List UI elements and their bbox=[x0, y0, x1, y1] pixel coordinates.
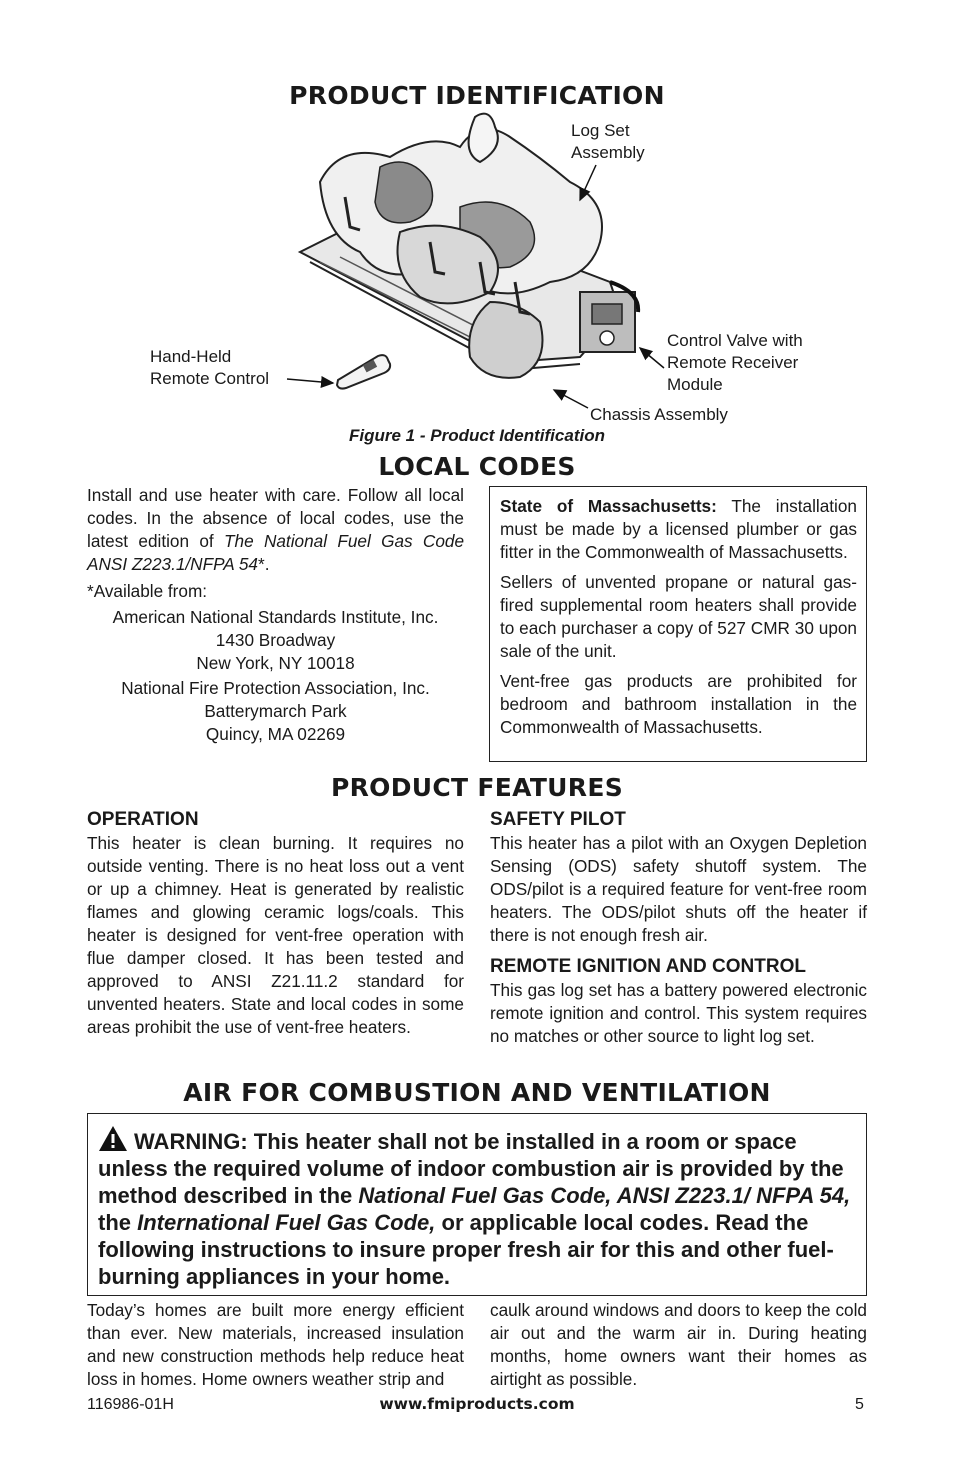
air-text-col1: Today’s homes are built more energy efficient than ever. New materials, increased insulation and new construction methods help reduce heat loss in homes. Home owners weather strip and bbox=[87, 1300, 464, 1389]
local-codes-intro: Install and use heater with care. Follow all local codes. In the absence of local codes, use the latest edition of The National Fuel Gas Code ANSI Z223.1/NFPA 54*. bbox=[87, 485, 464, 574]
massachusetts-notice-box bbox=[489, 486, 867, 762]
figure-leader-lines bbox=[0, 0, 954, 440]
operation-text: This heater is clean burning. It requires no outside venting. There is no heat loss out a vent or up a chimney. Heat is generated by realistic flames and glowing ceramic logs/coals. This heater is designed for vent-free operation with flue damper closed. It has been tested and approved to ANSI Z21.11.2 standard for unvented heaters. State and local codes in some areas prohibit the use of vent-free heaters. bbox=[87, 833, 464, 1037]
hand-held-label: Hand-Held Remote Control bbox=[150, 347, 270, 388]
local-codes-title: LOCAL CODES bbox=[378, 452, 576, 481]
warning-text: WARNING: This heater shall not be installed in a room or space unless the required volume of indoor combustion air is provided by the method described in the National Fuel Gas Code, ANSI Z223.1/ NFPA 54, the International Fuel Gas Code, or applicable local codes. Read the following instructions to insure proper fresh air for this and other fuel-burning appliances in your home. bbox=[98, 1125, 856, 1290]
website-link[interactable]: www.fmiproducts.com bbox=[379, 1395, 575, 1413]
product-features-title: PRODUCT FEATURES bbox=[330, 773, 624, 802]
operation-section bbox=[87, 808, 464, 1039]
warning-triangle-icon bbox=[98, 1125, 128, 1152]
control-valve-label: Control Valve with Remote Receiver Module bbox=[667, 331, 803, 394]
safety-pilot-heading: SAFETY PILOT bbox=[490, 809, 626, 830]
safety-pilot-section bbox=[490, 808, 867, 1048]
chassis-label: Chassis Assembly bbox=[590, 405, 728, 424]
ansi-address: American National Standards Institute, Inc. 1430 Broadway New York, NY 10018 bbox=[112, 607, 439, 673]
available-from: *Available from: bbox=[87, 581, 208, 601]
figure-caption: Figure 1 - Product Identification bbox=[349, 426, 605, 445]
remote-heading: REMOTE IGNITION AND CONTROL bbox=[490, 956, 806, 977]
air-text-col2: caulk around windows and doors to keep the cold air out and the warm air in. During heating months, home owners want their homes as airtight as possible. bbox=[490, 1300, 867, 1389]
page-number: 5 bbox=[855, 1396, 864, 1413]
operation-heading: OPERATION bbox=[87, 809, 199, 830]
log-set-label: Log Set Assembly bbox=[571, 121, 645, 162]
product-identification-title: PRODUCT IDENTIFICATION bbox=[289, 81, 665, 110]
remote-text: This gas log set has a battery powered electronic remote ignition and control. This system requires no matches or other source to light log set. bbox=[490, 980, 867, 1046]
air-combustion-title: AIR FOR COMBUSTION AND VENTILATION bbox=[183, 1078, 771, 1107]
doc-number: 116986-01H bbox=[87, 1396, 174, 1413]
nfpa-address: National Fire Protection Association, Inc. Batterymarch Park Quincy, MA 02269 bbox=[121, 678, 430, 744]
safety-pilot-text: This heater has a pilot with an Oxygen Depletion Sensing (ODS) safety shutoff system. The ODS/pilot is a required feature for vent-free room heaters. The ODS/pilot shuts off the heater if there is not enough fresh air. bbox=[490, 833, 867, 945]
massachusetts-p3: Vent-free gas products are prohibited for bedroom and bathroom installation in the Commonwealth of Massachusetts. bbox=[500, 671, 857, 737]
massachusetts-p1: State of Massachusetts: The installation must be made by a licensed plumber or gas fitter in the Commonwealth of Massachusetts. bbox=[500, 496, 857, 562]
massachusetts-p2: Sellers of unvented propane or natural gas-fired supplemental room heaters shall provide to each purchaser a copy of 527 CMR 30 upon sale of the unit. bbox=[500, 572, 857, 661]
warning-box bbox=[87, 1113, 867, 1296]
local-codes-left-column bbox=[87, 484, 464, 746]
